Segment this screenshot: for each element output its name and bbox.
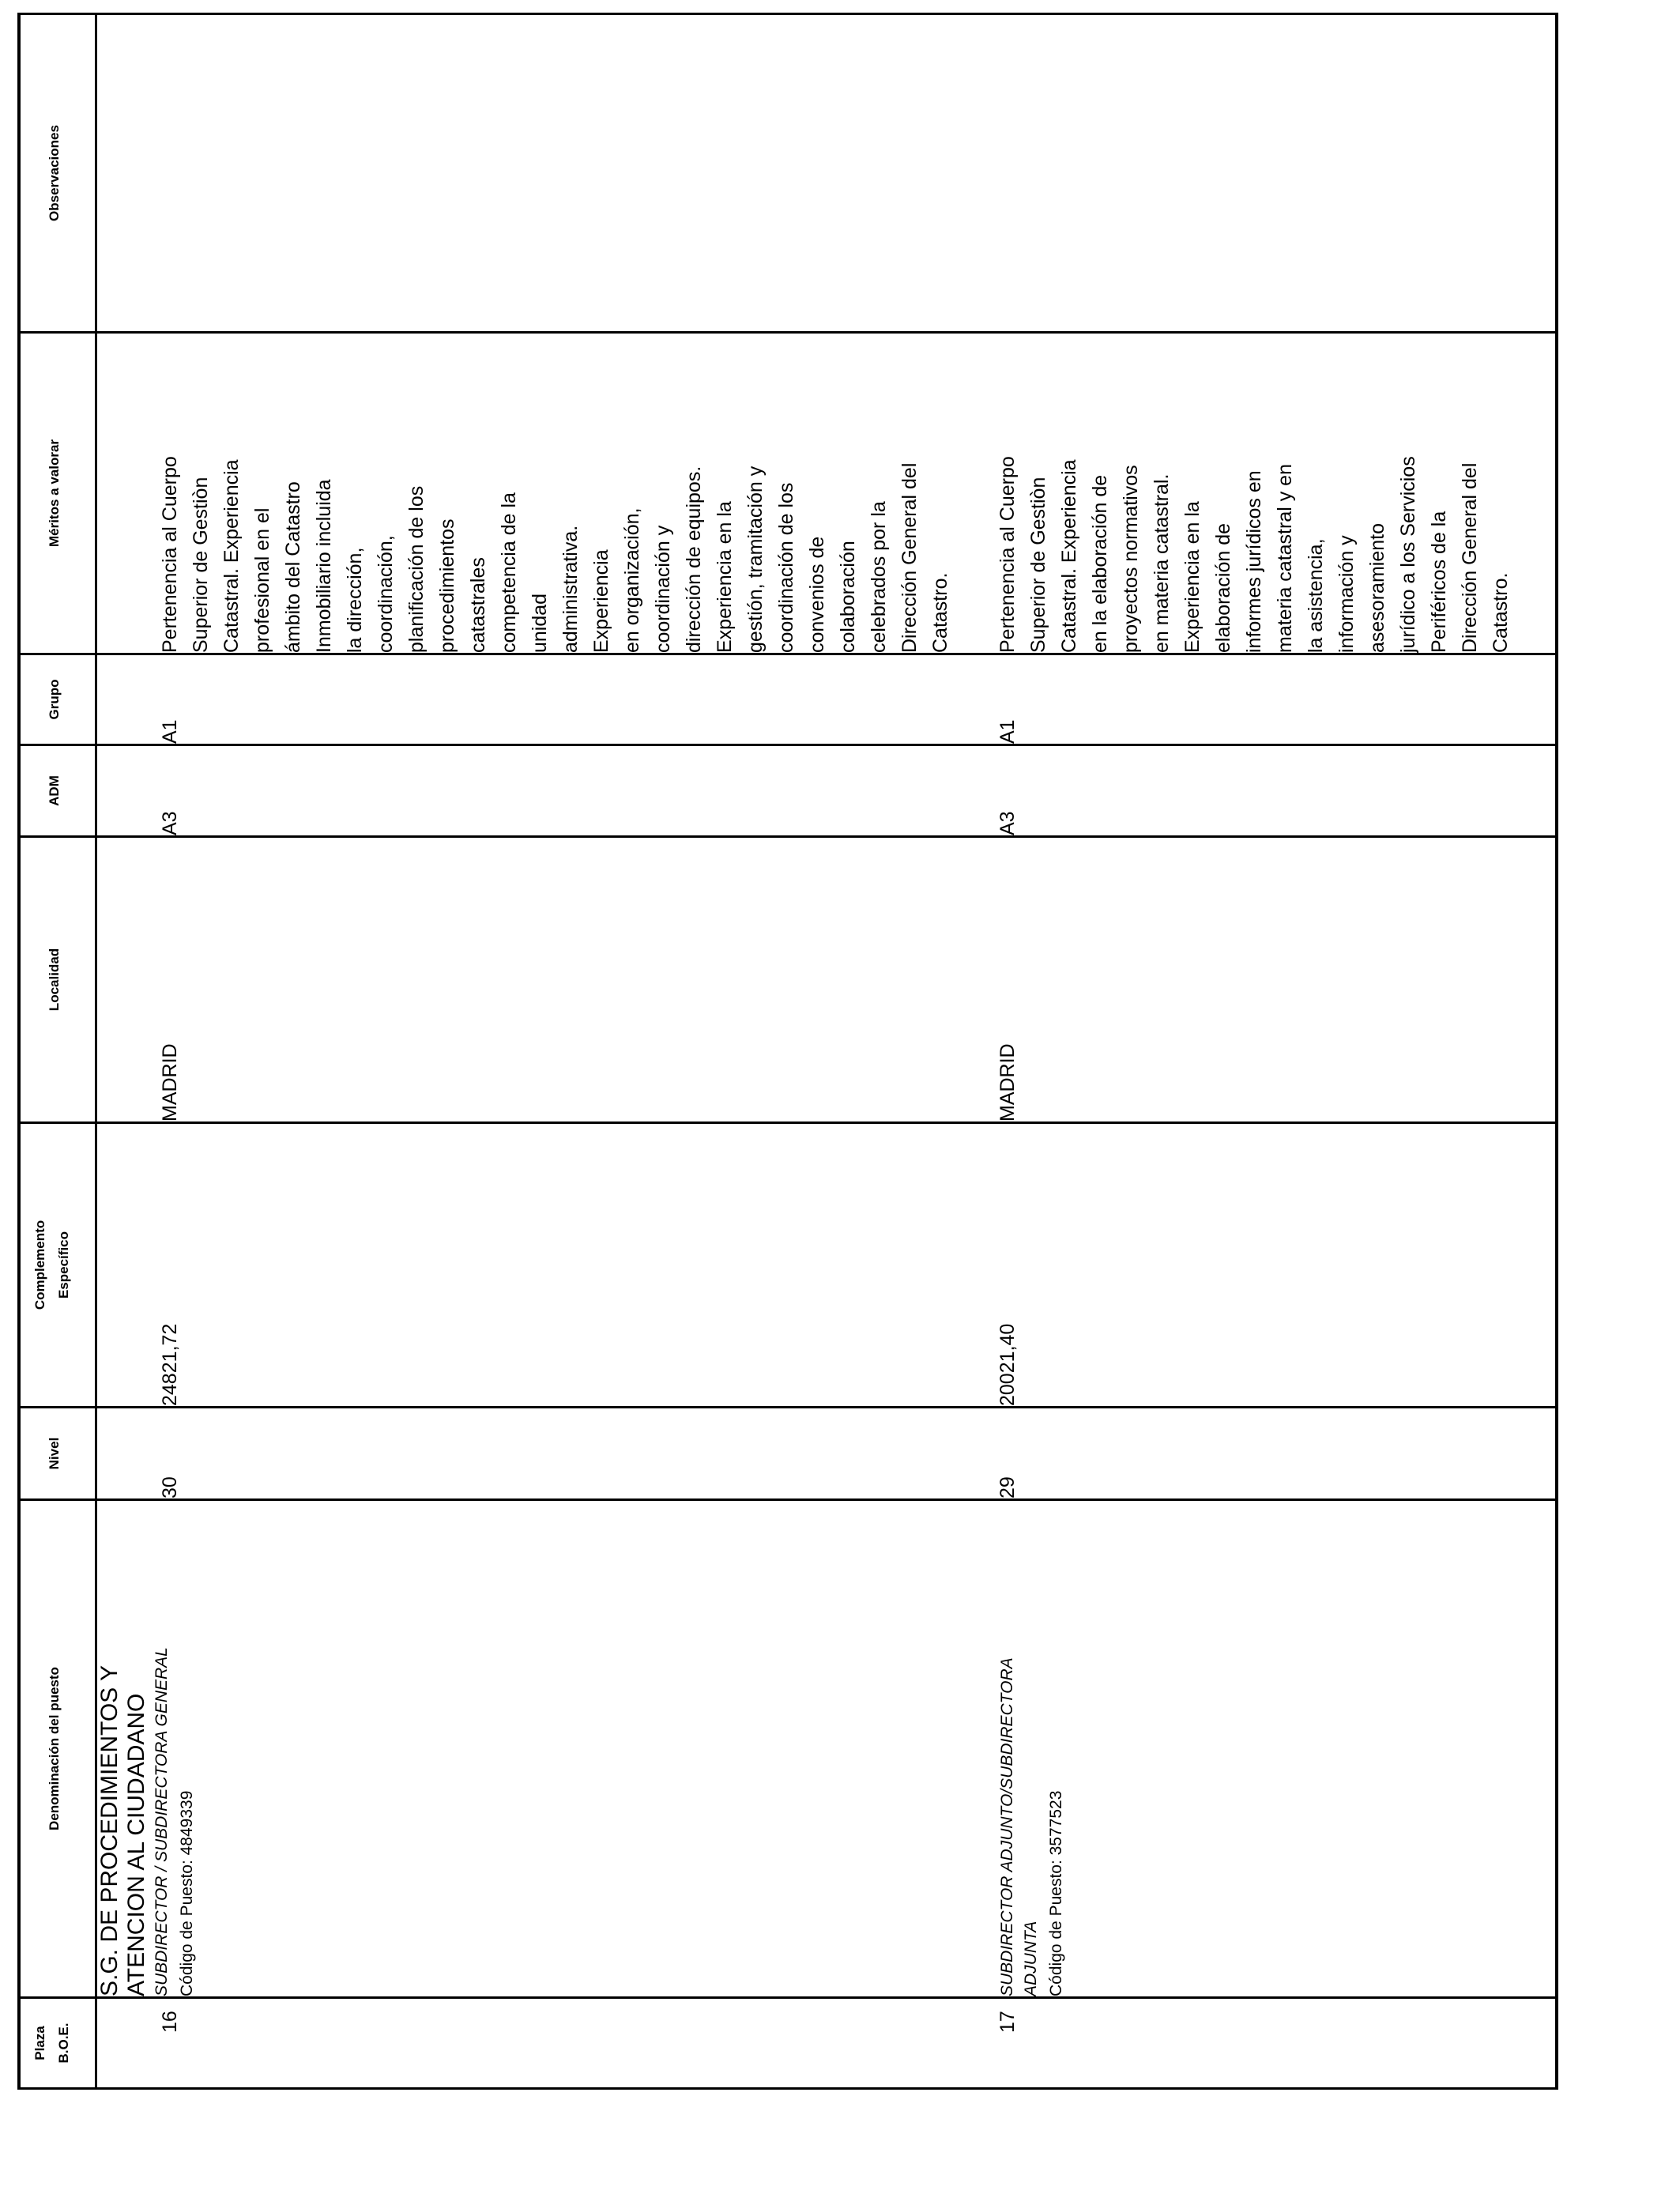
meritos-text: Pertenencia al Cuerpo Superior de Gestiòn Catastral. Experiencia en la elaboración de proyectos normativos en materia catastral. Experiencia en la elaboración de informes jurídicos en materia catastral y en la asistencia, información y asesoramiento jurídico a los Servicios Periféricos de la Dirección General del Catastro. — [996, 456, 1512, 653]
col-divider — [17, 744, 1558, 746]
table-bottom-border — [1555, 13, 1558, 2090]
section-title: ATENCION AL CIUDADANO — [123, 1693, 149, 1996]
table-top-border — [17, 13, 21, 2090]
col-divider — [17, 1498, 1558, 1501]
header-adm: ADM — [47, 775, 62, 806]
codigo-puesto: Código de Puesto: 4849339 — [178, 1790, 196, 1996]
plaza-value: 16 — [159, 2011, 181, 2033]
denominacion-cell — [96, 1647, 201, 1996]
puesto-name: SUBDIRECTOR ADJUNTO/SUBDIRECTORA — [998, 1657, 1016, 1996]
header-nivel: Nivel — [47, 1437, 62, 1470]
section-title: S.G. DE PROCEDIMIENTOS Y — [96, 1665, 122, 1996]
localidad-value: MADRID — [159, 1043, 181, 1122]
grupo-value: A1 — [996, 719, 1019, 744]
col-divider — [17, 835, 1558, 838]
meritos-text: Pertenencia al Cuerpo Superior de Gestiòn Catastral. Experiencia profesional en el ámbito del Catastro Inmobiliario incluida la dirección, coordinación, planificación de los procedimientos catastrales competencia de la unidad administrativa. Experiencia en organización, coordinación y dirección de equipos. Experiencia en la gestión, tramitación y coordinación de los convenios de colaboración celebrados por la Dirección General del Catastro. — [159, 456, 951, 653]
header-denominacion: Denominación del puesto — [47, 1667, 62, 1830]
col-divider — [17, 1996, 1558, 1999]
grupo-value: A1 — [159, 719, 181, 744]
header-observaciones: Observaciones — [47, 125, 62, 221]
denominacion-cell — [996, 1657, 1070, 1996]
adm-value: A3 — [996, 811, 1019, 835]
table-left-border — [17, 2087, 1558, 2090]
header-grupo: Grupo — [47, 679, 62, 720]
plaza-value: 17 — [996, 2011, 1019, 2033]
positions-table — [17, 13, 1558, 2090]
header-complemento: Complemento Específico — [32, 1220, 71, 1310]
col-divider — [17, 1406, 1558, 1408]
puesto-name: ADJUNTA — [1022, 1921, 1040, 1996]
puesto-name: SUBDIRECTOR / SUBDIRECTORA GENERAL — [153, 1647, 171, 1996]
complemento-value: 24821,72 — [159, 1323, 181, 1406]
adm-value: A3 — [159, 811, 181, 835]
col-divider — [17, 1122, 1558, 1124]
col-divider — [17, 653, 1558, 655]
col-divider — [17, 331, 1558, 334]
codigo-puesto: Código de Puesto: 3577523 — [1047, 1790, 1065, 1996]
nivel-value: 29 — [996, 1476, 1019, 1498]
nivel-value: 30 — [159, 1476, 181, 1498]
header-plaza: Plaza B.O.E. — [32, 2022, 71, 2064]
table-right-border — [17, 13, 1558, 15]
localidad-value: MADRID — [996, 1043, 1019, 1122]
header-meritos: Méritos a valorar — [47, 439, 62, 548]
header-localidad: Localidad — [47, 948, 62, 1012]
complemento-value: 20021,40 — [996, 1323, 1019, 1406]
